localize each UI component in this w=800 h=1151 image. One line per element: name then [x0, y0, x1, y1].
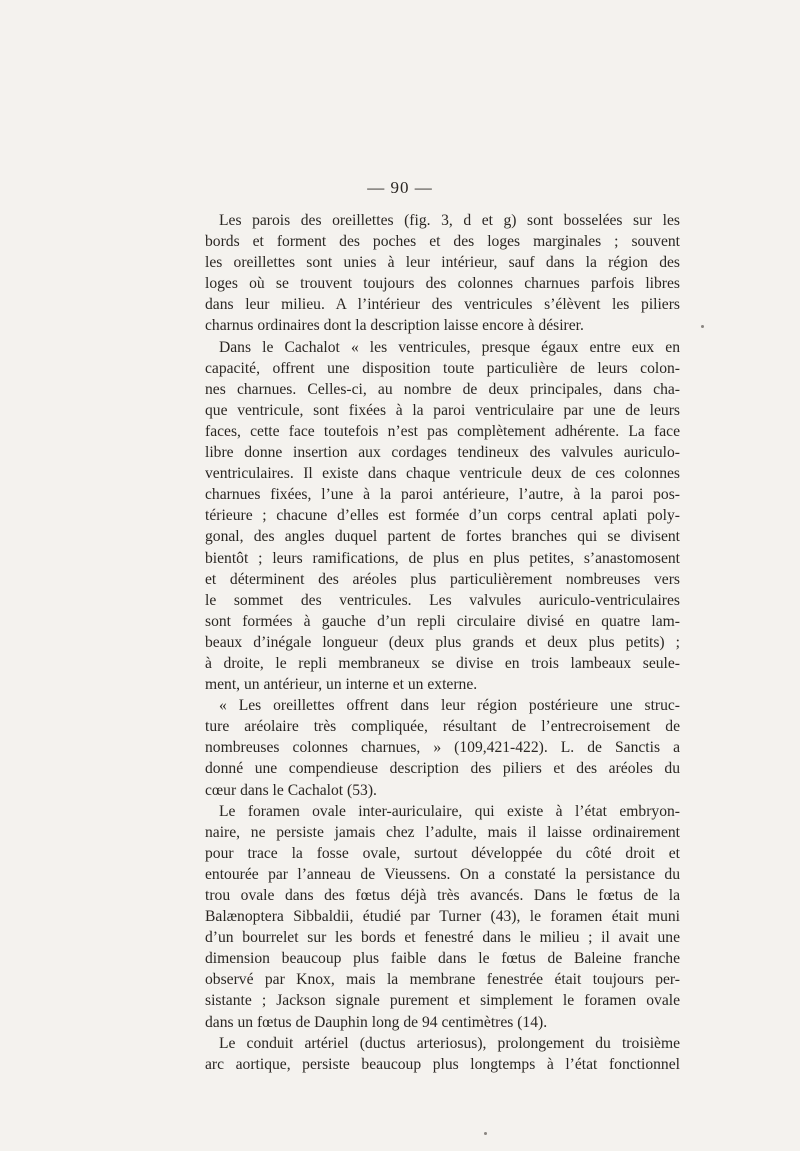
text-line: arc aortique, persiste beaucoup plus longtemps à l’état fonctionnel: [205, 1055, 680, 1073]
text-line: Balænoptera Sibbaldii, étudié par Turner (43), le foramen était muni: [205, 908, 680, 926]
text-line: loges où se trouvent toujours des colonnes charnues parfois libres: [205, 275, 680, 293]
text-line: Les parois des oreillettes (fig. 3, d et g) sont bosselées sur les: [219, 212, 680, 229]
text-line: nes charnues. Celles-ci, au nombre de deux principales, dans cha-: [205, 380, 680, 398]
text-line: charnues fixées, l’une à la paroi antérieure, l’autre, à la paroi pos-: [205, 486, 680, 504]
text-line: dans leur milieu. A l’intérieur des ventricules s’élèvent les piliers: [205, 296, 680, 314]
text-line: Le conduit artériel (ductus arteriosus), prolongement du troisième: [219, 1034, 680, 1052]
paragraph: [205, 337, 680, 696]
text-line: les oreillettes sont unies à leur intérieur, sauf dans la région des: [205, 254, 680, 272]
text-line: à droite, le repli membraneux se divise en trois lambeaux seule-: [205, 654, 680, 672]
text-line: gonal, des angles duquel partent de fortes branches qui se divisent: [205, 528, 680, 546]
text-line: et déterminent des aréoles plus particulièrement nombreuses vers: [205, 570, 680, 588]
text-line: trou ovale dans des fœtus déjà très avancés. Dans le fœtus de la: [205, 887, 680, 904]
text-line: charnus ordinaires dont la description laisse encore à désirer.: [205, 317, 584, 335]
text-line: Le foramen ovale inter-auriculaire, qui existe à l’état embryon-: [219, 802, 680, 820]
text-line: d’un bourrelet sur les bords et fenestré dans le milieu ; il avait une: [205, 929, 680, 947]
ink-speck: [484, 1132, 487, 1135]
text-line: bords et forment des poches et des loges marginales ; souvent: [205, 233, 680, 251]
text-line: « Les oreillettes offrent dans leur région postérieure une struc-: [219, 697, 680, 715]
text-line: bientôt ; leurs ramifications, de plus en plus petites, s’anastomosent: [205, 549, 680, 567]
text-line: donné une compendieuse description des piliers et des aréoles du: [205, 760, 680, 778]
text-line: observé par Knox, mais la membrane fenestrée était toujours per-: [205, 971, 680, 989]
body-text: [205, 210, 680, 1075]
paragraph: [205, 1033, 680, 1075]
text-line: dans un fœtus de Dauphin long de 94 centimètres (14).: [205, 1013, 548, 1031]
text-line: que ventricule, sont fixées à la paroi ventriculaire par une de leurs: [205, 401, 680, 419]
paragraph: [205, 801, 680, 1033]
text-line: beaux d’inégale longueur (deux plus grands et deux plus petits) ;: [205, 633, 680, 651]
text-line: entourée par l’anneau de Vieussens. On a constaté la persistance du: [205, 865, 680, 883]
text-line: pour trace la fosse ovale, surtout développée du côté droit et: [205, 844, 680, 862]
page-number: — 90 —: [367, 178, 433, 197]
text-line: sistante ; Jackson signale purement et simplement le foramen ovale: [205, 992, 680, 1010]
text-line: nombreuses colonnes charnues, » (109,421-422). L. de Sanctis a: [205, 739, 680, 757]
ink-speck: [701, 325, 704, 328]
text-line: Dans le Cachalot « les ventricules, presque égaux entre eux en: [219, 338, 680, 356]
text-line: ment, un antérieur, un interne et un externe.: [205, 676, 478, 694]
text-line: térieure ; chacune d’elles est formée d’un corps central aplati poly-: [205, 507, 680, 525]
text-line: libre donne insertion aux cordages tendineux des valvules auriculo-: [205, 444, 680, 462]
text-line: dimension beaucoup plus faible dans le fœtus de Baleine franche: [205, 950, 680, 968]
text-line: cœur dans le Cachalot (53).: [205, 781, 377, 799]
text-line: faces, cette face toutefois n’est pas complètement adhérente. La face: [205, 422, 680, 440]
text-line: ture aréolaire très compliquée, résultant de l’entrecroisement de: [205, 718, 680, 736]
text-line: sont formées à gauche d’un repli circulaire divisé en quatre lam-: [205, 612, 680, 630]
text-line: capacité, offrent une disposition toute particulière de leurs colon-: [205, 359, 680, 377]
text-line: le sommet des ventricules. Les valvules auriculo-ventriculaires: [205, 591, 680, 609]
text-line: ventriculaires. Il existe dans chaque ventricule deux de ces colonnes: [205, 465, 680, 483]
paragraph: [205, 695, 680, 800]
text-line: naire, ne persiste jamais chez l’adulte, mais il laisse ordinairement: [205, 823, 680, 841]
paragraph: [205, 210, 680, 337]
